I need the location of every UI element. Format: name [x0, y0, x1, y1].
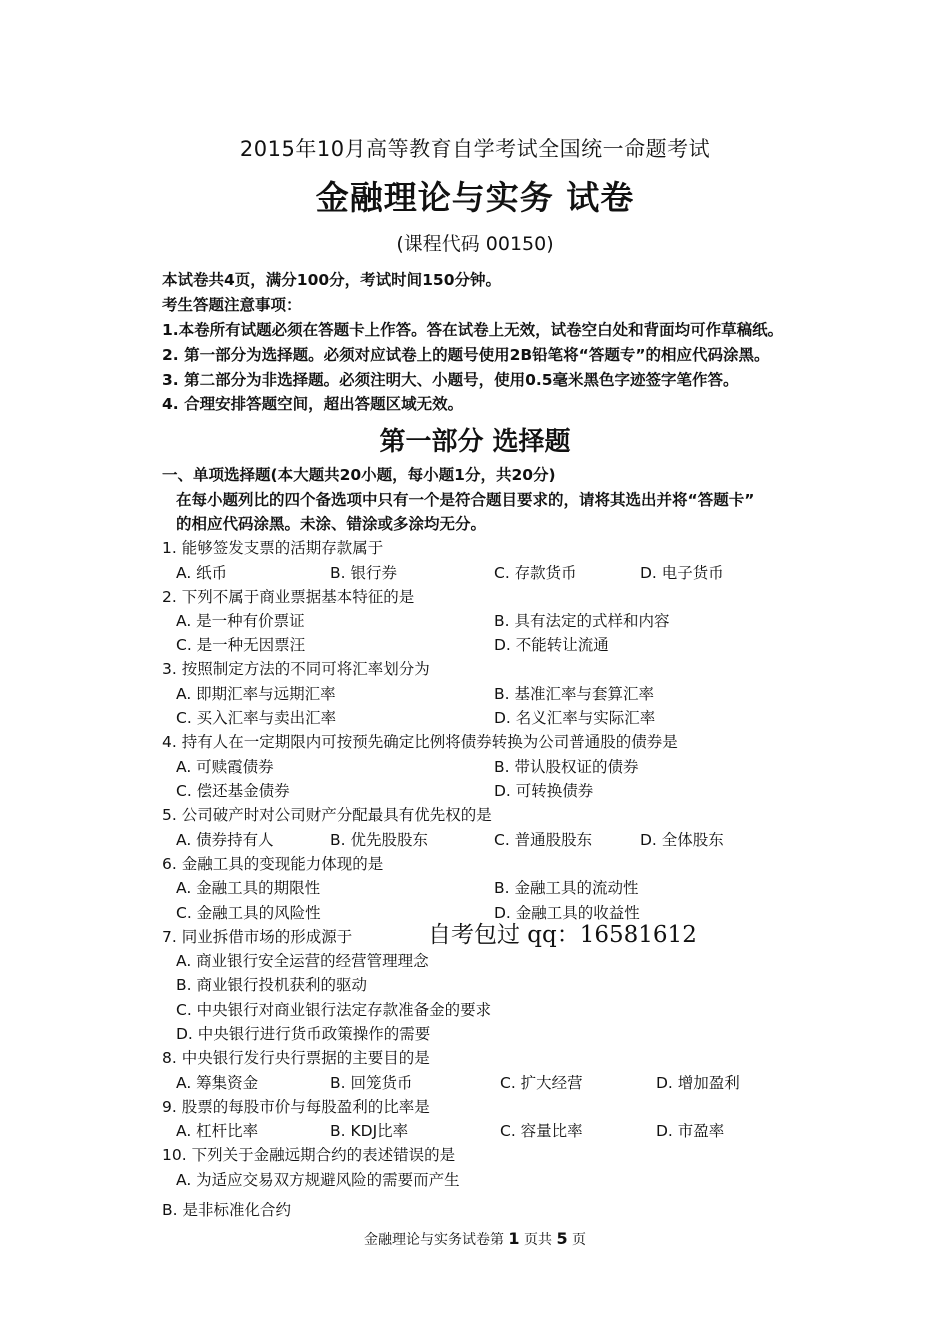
- option-a: A. 纸币: [176, 564, 228, 582]
- option-b: B. 带认股权证的债券: [494, 758, 639, 776]
- question-text: 9. 股票的每股市价与每股盈利的比率是: [162, 1098, 430, 1116]
- option-b: B. 银行券: [330, 564, 397, 582]
- option-d: D. 全体股东: [640, 831, 724, 849]
- footer-page-number: 1: [508, 1229, 520, 1248]
- option-b: B. KDJ比率: [330, 1122, 409, 1140]
- option-b: B. 具有法定的式样和内容: [494, 612, 670, 630]
- option-a: A. 为适应交易双方规避风险的需要而产生: [176, 1171, 460, 1189]
- option-c: C. 存款货币: [494, 564, 577, 582]
- option-a: A. 即期汇率与远期汇率: [176, 685, 336, 703]
- section-instruction: 在每小题列比的四个备选项中只有一个是符合题目要求的，请将其选出并将“答题卡”: [176, 491, 755, 509]
- option-a: A. 杠杆比率: [176, 1122, 259, 1140]
- course-code: (课程代码 00150): [396, 233, 554, 255]
- option-a: A. 筹集资金: [176, 1074, 259, 1092]
- option-d: D. 增加盈利: [656, 1074, 740, 1092]
- part-title: 第一部分 选择题: [379, 427, 571, 457]
- option-c: C. 偿还基金债券: [176, 782, 290, 800]
- notice-line: 2. 第一部分为选择题。必须对应试卷上的题号使用2B铅笔将“答题专”的相应代码涂黑。: [162, 346, 770, 364]
- option-a: A. 可赎霞债券: [176, 758, 274, 776]
- question-text: 1. 能够签发支票的活期存款属于: [162, 539, 384, 557]
- question-text: 4. 持有人在一定期限内可按预先确定比例将债券转换为公司普通股的债券是: [162, 733, 678, 751]
- exam-header: 2015年10月高等教育自学考试全国统一命题考试: [239, 137, 711, 161]
- paper-title: 金融理论与实务 试卷: [315, 178, 635, 217]
- option-a: A. 债券持有人: [176, 831, 274, 849]
- option-a: A. 金融工具的期限性: [176, 879, 321, 897]
- option-d: D. 市盈率: [656, 1122, 725, 1140]
- question-text: 7. 同业拆借市场的形成源于: [162, 928, 353, 946]
- option-d: D. 可转换债券: [494, 782, 594, 800]
- option-c: C. 买入汇率与卖出汇率: [176, 709, 337, 727]
- option-c: C. 中央银行对商业银行法定存款准备金的要求: [176, 1001, 492, 1019]
- notice-line: 本试卷共4页，满分100分，考试时间150分钟。: [162, 271, 501, 289]
- question-text: 3. 按照制定方法的不同可将汇率划分为: [162, 660, 430, 678]
- footer-total-pages: 5: [556, 1229, 568, 1248]
- option-a: A. 是一种有价票证: [176, 612, 305, 630]
- option-d: D. 不能转让流通: [494, 636, 609, 654]
- footer-suffix: 页: [572, 1232, 587, 1248]
- option-b: B. 回笼货币: [330, 1074, 413, 1092]
- question-text: 2. 下列不属于商业票据基本特征的是: [162, 588, 415, 606]
- section-instruction: 的相应代码涂黑。未涂、错涂或多涂均无分。: [176, 515, 487, 533]
- option-d: D. 名义汇率与实际汇率: [494, 709, 656, 727]
- option-c: C. 普通股股东: [494, 831, 593, 849]
- footer-middle: 页共: [524, 1232, 552, 1248]
- option-c: C. 扩大经营: [500, 1074, 583, 1092]
- option-c: C. 是一种无因票汪: [176, 636, 306, 654]
- option-d: D. 金融工具的收益性: [494, 904, 640, 922]
- notice-line: 1.本卷所有试题必须在答题卡上作答。答在试卷上无效，试卷空白处和背面均可作草稿纸。: [162, 321, 784, 339]
- option-b: B. 是非标准化合约: [162, 1201, 291, 1219]
- question-text: 8. 中央银行发行央行票据的主要目的是: [162, 1049, 430, 1067]
- option-b: B. 基准汇率与套算汇率: [494, 685, 654, 703]
- question-text: 6. 金融工具的变现能力体现的是: [162, 855, 384, 873]
- question-text: 10. 下列关于金融远期合约的表述错误的是: [162, 1146, 456, 1164]
- notice-line: 4. 合理安排答题空间，超出答题区域无效。: [162, 395, 464, 413]
- option-d: D. 电子货币: [640, 564, 724, 582]
- option-d: D. 中央银行进行货币政策操作的需要: [176, 1025, 431, 1043]
- option-a: A. 商业银行安全运营的经营管理理念: [176, 952, 429, 970]
- option-b: B. 金融工具的流动性: [494, 879, 639, 897]
- option-b: B. 商业银行投机获利的驱动: [176, 976, 367, 994]
- option-c: C. 容量比率: [500, 1122, 583, 1140]
- option-c: C. 金融工具的风险性: [176, 904, 321, 922]
- option-b: B. 优先股股东: [330, 831, 428, 849]
- notice-line: 考生答题注意事项：: [162, 296, 302, 314]
- page-footer: [0, 1229, 950, 1249]
- question-text: 5. 公司破产时对公司财产分配最具有优先权的是: [162, 806, 492, 824]
- section-heading: 一、单项选择题(本大题共20小题，每小题1分，共20分): [162, 466, 556, 484]
- watermark-text: 自考包过 qq：16581612: [428, 922, 697, 948]
- notice-line: 3. 第二部分为非选择题。必须注明大、小题号，使用0.5毫米黑色字迹签字笔作答。: [162, 371, 739, 389]
- footer-prefix: 金融理论与实务试卷第: [363, 1232, 504, 1248]
